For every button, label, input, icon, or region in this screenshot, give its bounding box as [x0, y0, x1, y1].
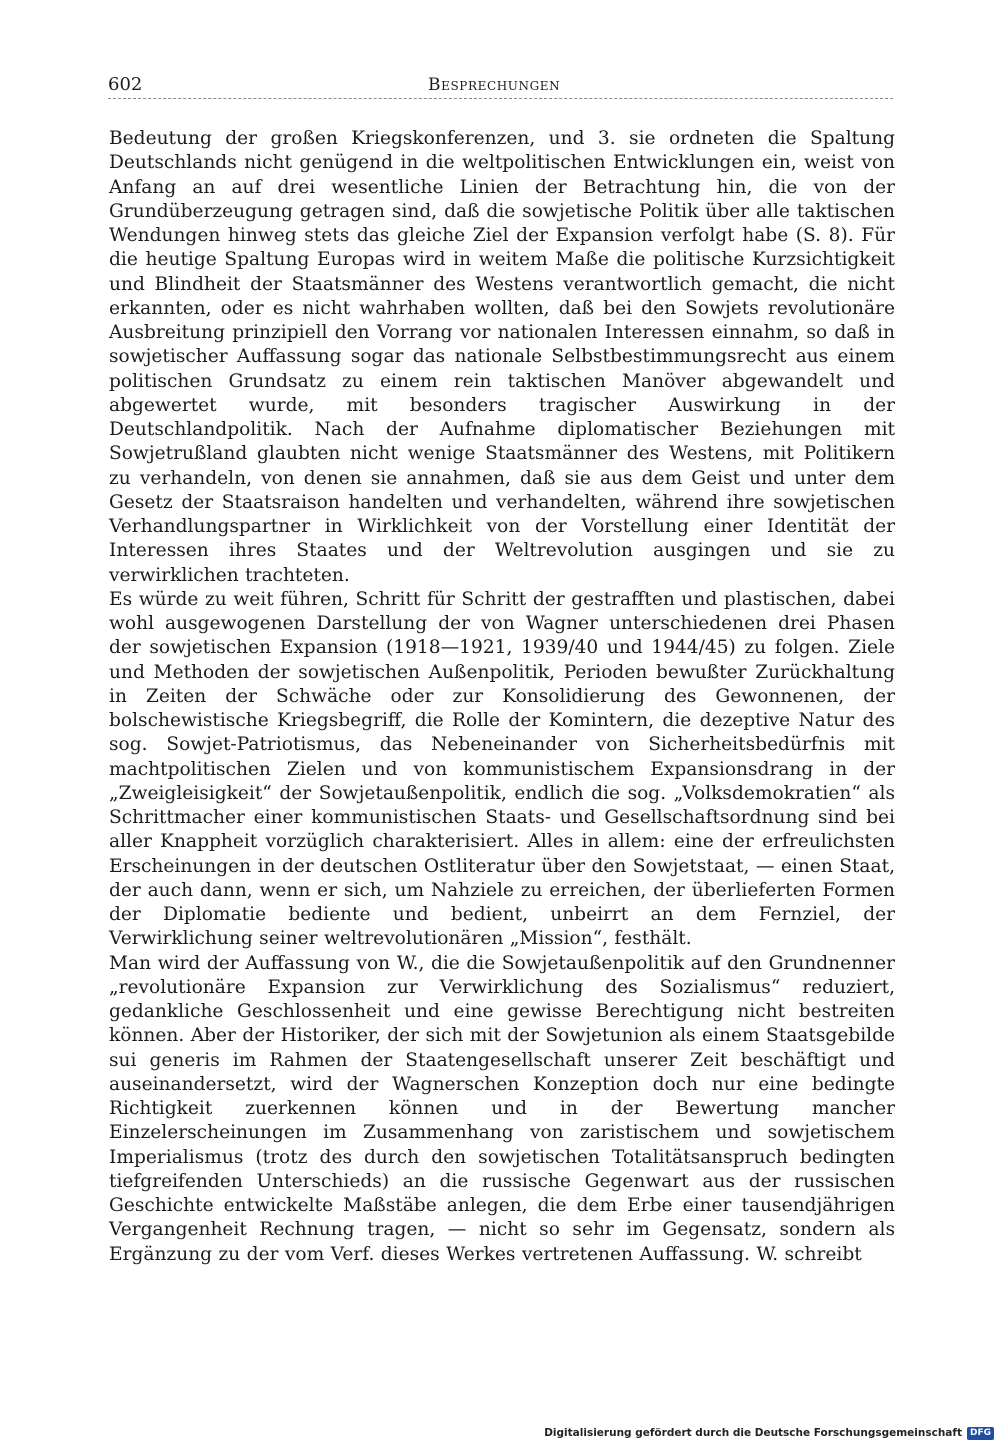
page-header: [108, 74, 893, 96]
paragraph: Es würde zu weit führen, Schritt für Schritt der gestrafften und plastischen, dabei wohl ausgewogenen Darstellung der von Wagner unterschiedenen drei Phasen der sowjetischen Expansion (1918—1921, 1939/40 und 1944/45) zu folgen. Ziele und Methoden der sowjetischen Außenpolitik, Perioden bewußter Zurückhaltung in Zeiten der Schwäche oder zur Konsolidierung des Gewonnenen, der bolschewistische Kriegsbegriff, die Rolle der Komintern, die dezeptive Natur des sog. Sowjet-Patriotismus, das Nebeneinander von Sicherheitsbedürfnis mit machtpolitischen Zielen und von kommunistischem Expansionsdrang in der „Zweigleisigkeit“ der Sowjetaußenpolitik, endlich die sog. „Volksdemokratien“ als Schrittmacher einer kommunistischen Staats- und Gesellschaftsordnung sind bei aller Knappheit vorzüglich charakterisiert. Alles in allem: eine der erfreulichsten Erscheinungen in der deutschen Ostliteratur über den Sowjetstaat, — einen Staat, der auch dann, wenn er sich, um Nahziele zu erreichen, der überlieferten Formen der Diplomatie bediente und bedient, unbeirrt an dem Fernziel, der Verwirklichung seiner weltrevolutionären „Mission“, festhält.: [109, 588, 895, 950]
page-number: 602: [108, 74, 143, 95]
funding-notice: Digitalisierung gefördert durch die Deutsche Forschungsgemeinschaft: [544, 1427, 962, 1439]
header-rule: [108, 98, 893, 99]
paragraph: Man wird der Auffassung von W., die die Sowjetaußenpolitik auf den Grundnenner „revolutionäre Expansion zur Verwirklichung des Sozialismus“ reduziert, gedankliche Geschlossenheit und eine gewisse Berechtigung nicht bestreiten können. Aber der Historiker, der sich mit der Sowjetunion als einem Staatsgebilde sui generis im Rahmen der Staatengesellschaft unserer Zeit beschäftigt und auseinandersetzt, wird der Wagnerschen Konzeption doch nur eine bedingte Richtigkeit zuerkennen können und in der Bewertung mancher Einzelerscheinungen im Zusammenhang von zaristischem und sowjetischem Imperialismus (trotz des durch den sowjetischen Totalitätsanspruch bedingten tiefgreifenden Unterschieds) an die russische Gegenwart aus der russischen Geschichte entwickelte Maßstäbe anlegen, die dem Erbe einer tausendjährigen Vergangenheit Rechnung tragen, — nicht so sehr im Gegensatz, sondern als Ergänzung zu der vom Verf. dieses Werkes vertretenen Auffassung. W. schreibt: [109, 952, 895, 1265]
paragraph: Bedeutung der großen Kriegskonferenzen, und 3. sie ordneten die Spaltung Deutschlands nicht genügend in die weltpolitischen Entwicklungen ein, weist von Anfang an auf drei wesentliche Linien der Betrachtung hin, die von der Grundüberzeugung getragen sind, daß die sowjetische Politik über alle taktischen Wendungen hinweg stets das gleiche Ziel der Expansion verfolgt habe (S. 8). Für die heutige Spaltung Europas wird in weitem Maße die politische Kurzsichtigkeit und Blindheit der Staatsmänner des Westens verantwortlich gemacht, die nicht erkannten, oder es nicht wahrhaben wollten, daß bei den Sowjets revolutionäre Ausbreitung prinzipiell den Vorrang vor nationalen Interessen einnahm, so daß in sowjetischer Auffassung sogar das nationale Selbstbestimmungsrecht aus einem politischen Grundsatz zu einem rein taktischen Manöver abgewandelt und abgewertet wurde, mit besonders tragischer Auswirkung in der Deutschlandpolitik. Nach der Aufnahme diplomatischer Beziehungen mit Sowjetrußland glaubten nicht wenige Staatsmänner des Westens, mit Politikern zu verhandeln, von denen sie annahmen, daß sie aus dem Geist und unter dem Gesetz der Staatsraison handelten und verhandelten, während ihre sowjetischen Verhandlungspartner in Wirklichkeit von der Vorstellung einer Identität der Interessen ihres Staates und der Weltrevolution ausgingen und sie zu verwirklichen trachteten.: [109, 128, 895, 586]
running-head: Besprechungen: [428, 75, 561, 95]
dfg-logo: DFG: [967, 1427, 994, 1440]
digitization-footer: [544, 1425, 994, 1441]
body-text: [109, 127, 895, 1267]
